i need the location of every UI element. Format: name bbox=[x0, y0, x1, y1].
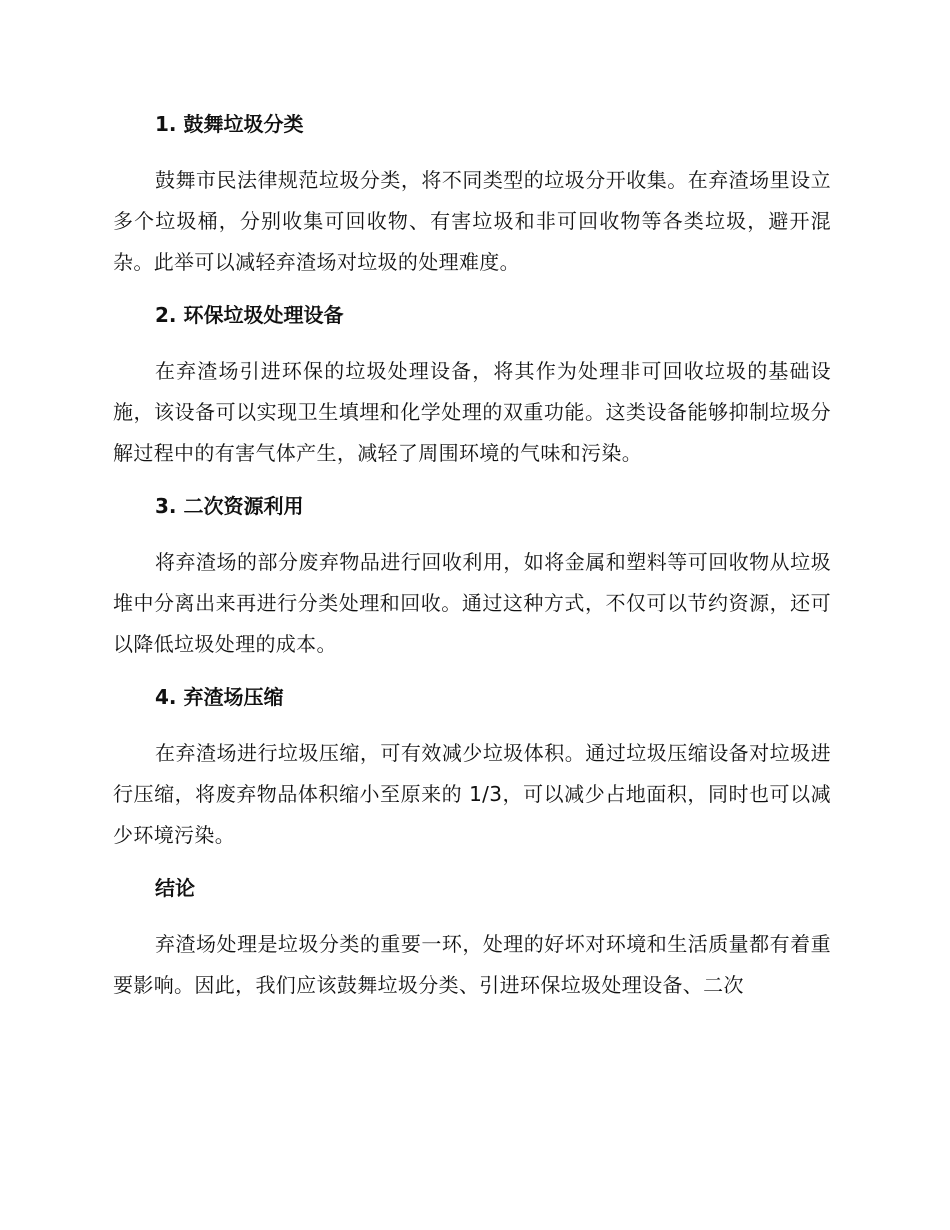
section-resource-reuse bbox=[113, 492, 831, 665]
section-compression bbox=[113, 683, 831, 856]
section-paragraph: 将弃渣场的部分废弃物品进行回收利用，如将金属和塑料等可回收物从垃圾堆中分离出来再进行分类处理和回收。通过这种方式，不仅可以节约资源，还可以降低垃圾处理的成本。 bbox=[113, 550, 831, 656]
section-paragraph: 在弃渣场进行垃圾压缩，可有效减少垃圾体积。通过垃圾压缩设备对垃圾进行压缩，将废弃物品体积缩小至原来的 1/3，可以减少占地面积，同时也可以减少环境污染。 bbox=[113, 741, 831, 847]
section-title: 结论 bbox=[155, 876, 195, 900]
section-title: 1. 鼓舞垃圾分类 bbox=[155, 112, 304, 136]
section-title: 4. 弃渣场压缩 bbox=[155, 685, 284, 709]
section-paragraph: 鼓舞市民法律规范垃圾分类，将不同类型的垃圾分开收集。在弃渣场里设立多个垃圾桶，分别收集可回收物、有害垃圾和非可回收物等各类垃圾，避开混杂。此举可以减轻弃渣场对垃圾的处理难度。 bbox=[113, 168, 831, 274]
section-title: 2. 环保垃圾处理设备 bbox=[155, 303, 344, 327]
section-conclusion bbox=[113, 874, 831, 1006]
section-garbage-sorting bbox=[113, 110, 831, 283]
section-paragraph: 弃渣场处理是垃圾分类的重要一环，处理的好坏对环境和生活质量都有着重要影响。因此，我们应该鼓舞垃圾分类、引进环保垃圾处理设备、二次 bbox=[113, 932, 831, 997]
section-eco-equipment bbox=[113, 301, 831, 474]
document-page bbox=[113, 110, 831, 1024]
section-paragraph: 在弃渣场引进环保的垃圾处理设备，将其作为处理非可回收垃圾的基础设施，该设备可以实现卫生填埋和化学处理的双重功能。这类设备能够抑制垃圾分解过程中的有害气体产生，减轻了周围环境的气味和污染。 bbox=[113, 359, 831, 465]
section-title: 3. 二次资源利用 bbox=[155, 494, 304, 518]
